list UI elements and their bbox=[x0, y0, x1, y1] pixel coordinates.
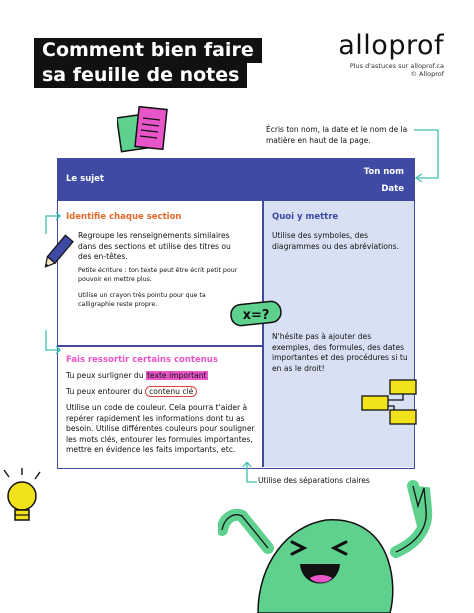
pencil-icon bbox=[38, 234, 76, 272]
column-divider bbox=[262, 201, 264, 467]
section1-title: Identifie chaque section bbox=[66, 212, 182, 222]
section1-body: Regroupe les renseignements similaires dans des sections et utilise des titres ou des en-têtes. bbox=[78, 231, 231, 261]
section2-title: Fais ressortir certains contenus bbox=[66, 355, 218, 365]
section1-tip2: Utilise un crayon très pointu pour que ta calligraphie reste propre. bbox=[78, 292, 206, 308]
annotation-top: Écris ton nom, la date et le nom de la matière en haut de la page. bbox=[266, 125, 408, 145]
name-label: Ton nom bbox=[363, 167, 404, 177]
sheet-header bbox=[58, 159, 414, 201]
section2-body: Utilise un code de couleur. Cela pourra t'aider à repérer rapidement les informations dont tu as besoin. Utilise différentes couleurs pour souligner les mots clés, entourer les formules importantes, mettre en évidence les faits importants, etc. bbox=[66, 403, 255, 454]
mascot-character bbox=[218, 478, 440, 613]
lightbulb-icon bbox=[0, 468, 48, 532]
highlight-line bbox=[66, 371, 256, 382]
title-line-2: sa feuille de notes bbox=[34, 63, 247, 88]
subject-label: Le sujet bbox=[66, 174, 104, 184]
circled-text: contenu clé bbox=[145, 386, 197, 397]
title-line-1: Comment bien faire bbox=[34, 38, 262, 63]
circle-prefix: Tu peux entourer du bbox=[66, 387, 146, 396]
brand-tagline: Plus d'astuces sur alloprof.ca bbox=[349, 62, 444, 70]
section3-title: Quoi y mettre bbox=[272, 212, 339, 222]
section1-tip1: Petite écriture : ton texte peut être écrit petit pour pouvoir en mettre plus. bbox=[78, 267, 238, 283]
highlight-prefix: Tu peux surligner du bbox=[66, 371, 146, 380]
annotation-bottom: Utilise des séparations claires bbox=[258, 476, 370, 485]
diagram-icon bbox=[360, 378, 420, 428]
section-divider bbox=[58, 345, 262, 347]
arrow-top-icon bbox=[410, 126, 444, 182]
notes-paper-icon bbox=[117, 106, 173, 156]
brand-copyright: © Alloprof bbox=[410, 70, 444, 78]
circle-line bbox=[66, 387, 256, 398]
brand-logo[interactable]: alloprof bbox=[338, 30, 444, 61]
formula-badge-text: x=? bbox=[242, 308, 270, 323]
formula-badge-icon bbox=[229, 300, 285, 328]
highlighted-text: texte important bbox=[146, 371, 207, 380]
section3-body: Utilise des symboles, des diagrammes ou des abréviations. bbox=[272, 231, 400, 251]
section3-body2: N'hésite pas à ajouter des exemples, des formules, des dates importantes et des procédures si tu en as le droit! bbox=[272, 332, 408, 373]
date-label: Date bbox=[381, 184, 404, 194]
